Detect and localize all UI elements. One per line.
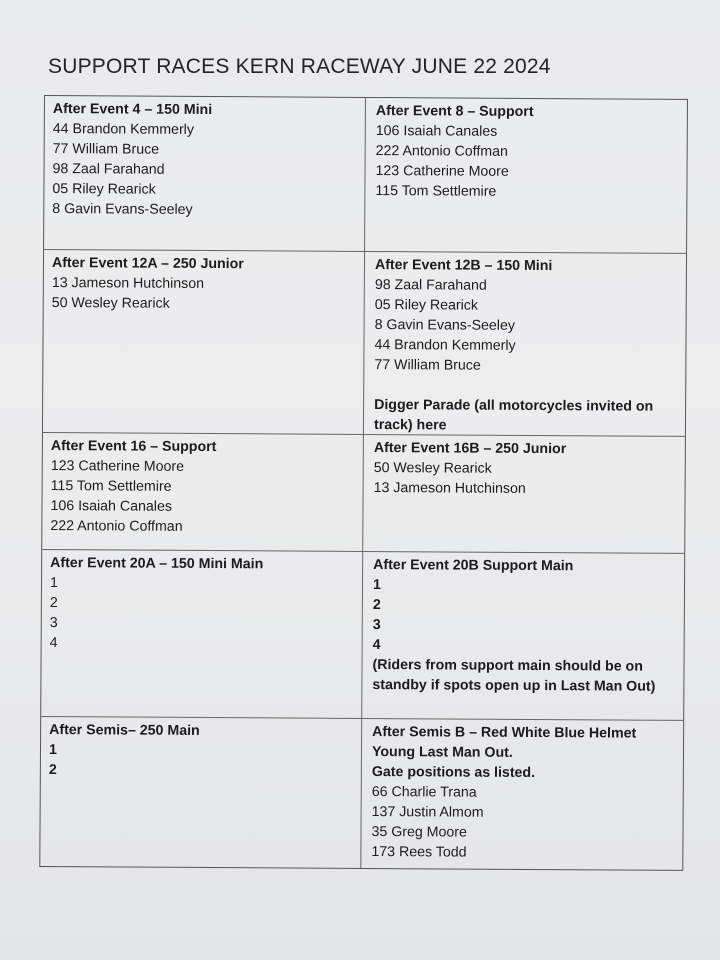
rider-line: 13 Jameson Hutchinson: [373, 480, 526, 497]
rider-line: 77 William Bruce: [374, 357, 481, 374]
rider-line: 115 Tom Settlemire: [375, 183, 497, 200]
rider-line: 98 Zaal Farahand: [374, 277, 487, 294]
cell-event-12a: [43, 250, 365, 435]
rider-line: 106 Isaiah Canales: [50, 498, 173, 515]
rider-line: 222 Antonio Coffman: [50, 518, 183, 535]
cell-header: After Event 16B – 250 Junior: [373, 440, 567, 458]
position-line: 4: [372, 637, 381, 654]
cell-header: After Event 4 – 150 Mini: [52, 101, 213, 119]
cell-header: After Event 20B Support Main: [373, 557, 574, 575]
rider-line: 44 Brandon Kemmerly: [52, 121, 194, 138]
rider-line: 123 Catherine Moore: [50, 458, 185, 475]
rider-line: 8 Gavin Evans-Seeley: [374, 317, 516, 334]
rider-line: 05 Riley Rearick: [374, 297, 479, 314]
cell-semis: [40, 717, 362, 868]
rider-line: 8 Gavin Evans-Seeley: [52, 201, 193, 218]
rider-line: 123 Catherine Moore: [375, 163, 509, 180]
position-line: 2: [48, 762, 57, 779]
rider-line: 05 Riley Rearick: [52, 181, 156, 198]
rider-line: 50 Wesley Rearick: [373, 460, 492, 477]
document-title: SUPPORT RACES KERN RACEWAY JUNE 22 2024: [48, 55, 551, 78]
rider-line: 222 Antonio Coffman: [375, 143, 508, 160]
rider-line: 137 Justin Almom: [371, 804, 484, 821]
cell-event-4: [44, 96, 366, 252]
position-line: 1: [372, 577, 381, 594]
cell-event-12b: [364, 252, 686, 437]
rider-line: 50 Wesley Rearick: [51, 295, 170, 312]
position-line: 3: [372, 617, 381, 634]
blank-line: [374, 375, 677, 397]
digger-parade-note: Digger Parade (all motorcycles invited on track) here: [373, 397, 654, 434]
gate-positions-note: Gate positions as listed.: [371, 764, 536, 782]
cell-header: After Event 12A – 250 Junior: [51, 255, 244, 273]
cell-semis-b: [361, 719, 683, 870]
rider-line: 173 Rees Todd: [371, 844, 467, 861]
cell-header: After Event 8 – Support: [375, 103, 534, 120]
rider-line: 77 William Bruce: [52, 141, 160, 158]
rider-line: 13 Jameson Hutchinson: [51, 275, 205, 292]
rider-line: 44 Brandon Kemmerly: [374, 337, 516, 354]
cell-event-8: [365, 98, 687, 254]
cell-header: After Event 12B – 150 Mini: [374, 257, 553, 275]
position-line: 1: [48, 742, 57, 759]
schedule-table: [39, 95, 688, 871]
position-line: 2: [49, 595, 58, 612]
cell-header: After Event 16 – Support: [50, 438, 217, 456]
position-line: 2: [372, 597, 381, 614]
rider-line: 106 Isaiah Canales: [375, 123, 498, 140]
standby-note: (Riders from support main should be on standby if spots open up in Last Man Out): [372, 657, 656, 695]
cell-header: After Semis– 250 Main: [49, 722, 200, 739]
cell-event-20b: [362, 552, 684, 721]
cell-event-16: [42, 433, 364, 552]
rider-line: 98 Zaal Farahand: [52, 161, 165, 178]
rider-line: 66 Charlie Trana: [371, 784, 477, 801]
cell-header: After Semis B – Red White Blue Helmet Young Last Man Out.: [371, 724, 637, 761]
rider-line: 35 Greg Moore: [371, 824, 467, 841]
position-line: 3: [49, 615, 58, 632]
cell-event-16b: [363, 435, 685, 554]
position-line: 1: [49, 575, 58, 592]
rider-line: 115 Tom Settlemire: [50, 478, 172, 495]
cell-event-20a: [41, 550, 363, 719]
cell-header: After Event 20A – 150 Mini Main: [50, 555, 264, 573]
position-line: 4: [49, 635, 58, 652]
